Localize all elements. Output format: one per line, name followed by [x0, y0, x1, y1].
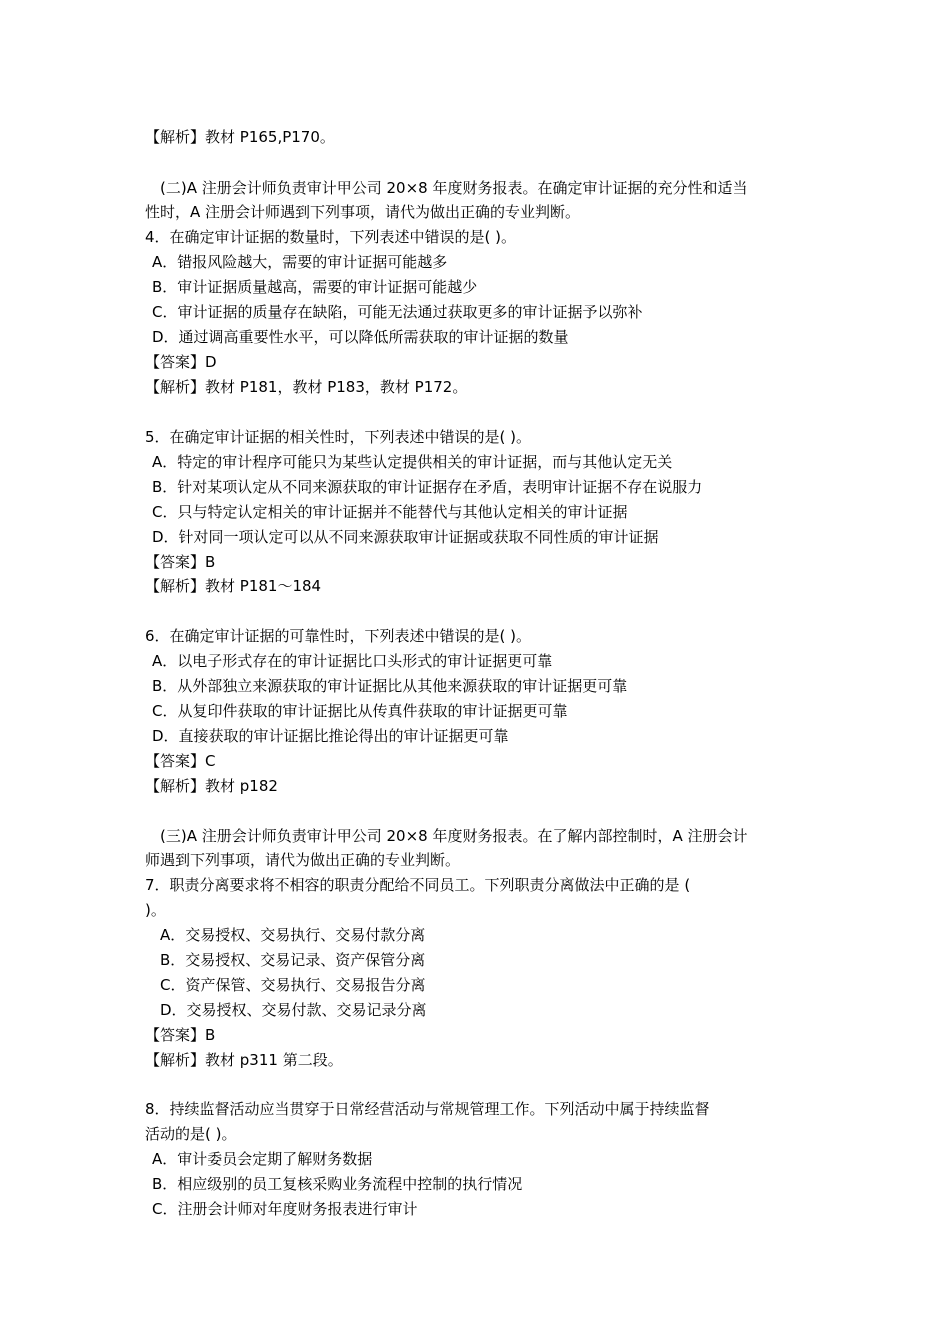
- q6-option-c: C．从复印件获取的审计证据比从传真件获取的审计证据更可靠: [152, 702, 568, 720]
- q8-option-c: C．注册会计师对年度财务报表进行审计: [152, 1200, 418, 1218]
- q4-option-b: B．审计证据质量越高，需要的审计证据可能越少: [152, 278, 478, 296]
- question-6: 6．在确定审计证据的可靠性时，下列表述中错误的是( )。: [145, 627, 532, 645]
- q6-analysis: 【解析】教材 p182: [145, 777, 278, 795]
- q7-answer: 【答案】B: [145, 1026, 216, 1044]
- q4-option-a: A．错报风险越大，需要的审计证据可能越多: [152, 253, 448, 271]
- section-3-intro: (三)A 注册会计师负责审计甲公司 20×8 年度财务报表。在了解内部控制时，A 注册会计: [160, 827, 748, 845]
- q4-option-c: C．审计证据的质量存在缺陷，可能无法通过获取更多的审计证据予以弥补: [152, 303, 643, 321]
- q5-analysis: 【解析】教材 P181～184: [145, 577, 322, 595]
- q5-option-a: A．特定的审计程序可能只为某些认定提供相关的审计证据，而与其他认定无关: [152, 453, 673, 471]
- section-2-intro-cont: 性时，A 注册会计师遇到下列事项，请代为做出正确的专业判断。: [145, 203, 581, 221]
- q5-option-c: C．只与特定认定相关的审计证据并不能替代与其他认定相关的审计证据: [152, 503, 628, 521]
- q6-option-a: A．以电子形式存在的审计证据比口头形式的审计证据更可靠: [152, 652, 553, 670]
- q5-option-d: D．针对同一项认定可以从不同来源获取审计证据或获取不同性质的审计证据: [152, 528, 659, 546]
- q8-option-b: B．相应级别的员工复核采购业务流程中控制的执行情况: [152, 1175, 523, 1193]
- question-8: 8．持续监督活动应当贯穿于日常经营活动与常规管理工作。下列活动中属于持续监督: [145, 1100, 710, 1118]
- section-3-intro-cont: 师遇到下列事项，请代为做出正确的专业判断。: [145, 851, 461, 869]
- q7-option-a: A．交易授权、交易执行、交易付款分离: [160, 926, 426, 944]
- question-5: 5．在确定审计证据的相关性时，下列表述中错误的是( )。: [145, 428, 532, 446]
- question-7: 7．职责分离要求将不相容的职责分配给不同员工。下列职责分离做法中正确的是 (: [145, 876, 691, 894]
- q7-option-b: B．交易授权、交易记录、资产保管分离: [160, 951, 426, 969]
- q7-option-d: D．交易授权、交易付款、交易记录分离: [160, 1001, 427, 1019]
- question-4: 4．在确定审计证据的数量时，下列表述中错误的是( )。: [145, 228, 517, 246]
- q7-option-c: C．资产保管、交易执行、交易报告分离: [160, 976, 426, 994]
- question-7-cont: )。: [145, 901, 166, 919]
- q6-option-b: B．从外部独立来源获取的审计证据比从其他来源获取的审计证据更可靠: [152, 677, 628, 695]
- q4-analysis: 【解析】教材 P181，教材 P183，教材 P172。: [145, 378, 468, 396]
- analysis-3: 【解析】教材 P165,P170。: [145, 128, 335, 146]
- question-8-cont: 活动的是( )。: [145, 1125, 237, 1143]
- q6-option-d: D．直接获取的审计证据比推论得出的审计证据更可靠: [152, 727, 509, 745]
- q6-answer: 【答案】C: [145, 752, 216, 770]
- q8-option-a: A．审计委员会定期了解财务数据: [152, 1150, 373, 1168]
- q4-option-d: D．通过调高重要性水平，可以降低所需获取的审计证据的数量: [152, 328, 569, 346]
- q5-option-b: B．针对某项认定从不同来源获取的审计证据存在矛盾，表明审计证据不存在说服力: [152, 478, 703, 496]
- q5-answer: 【答案】B: [145, 553, 216, 571]
- q7-analysis: 【解析】教材 p311 第二段。: [145, 1051, 343, 1069]
- q4-answer: 【答案】D: [145, 353, 217, 371]
- section-2-intro: (二)A 注册会计师负责审计甲公司 20×8 年度财务报表。在确定审计证据的充分性和适当: [160, 179, 748, 197]
